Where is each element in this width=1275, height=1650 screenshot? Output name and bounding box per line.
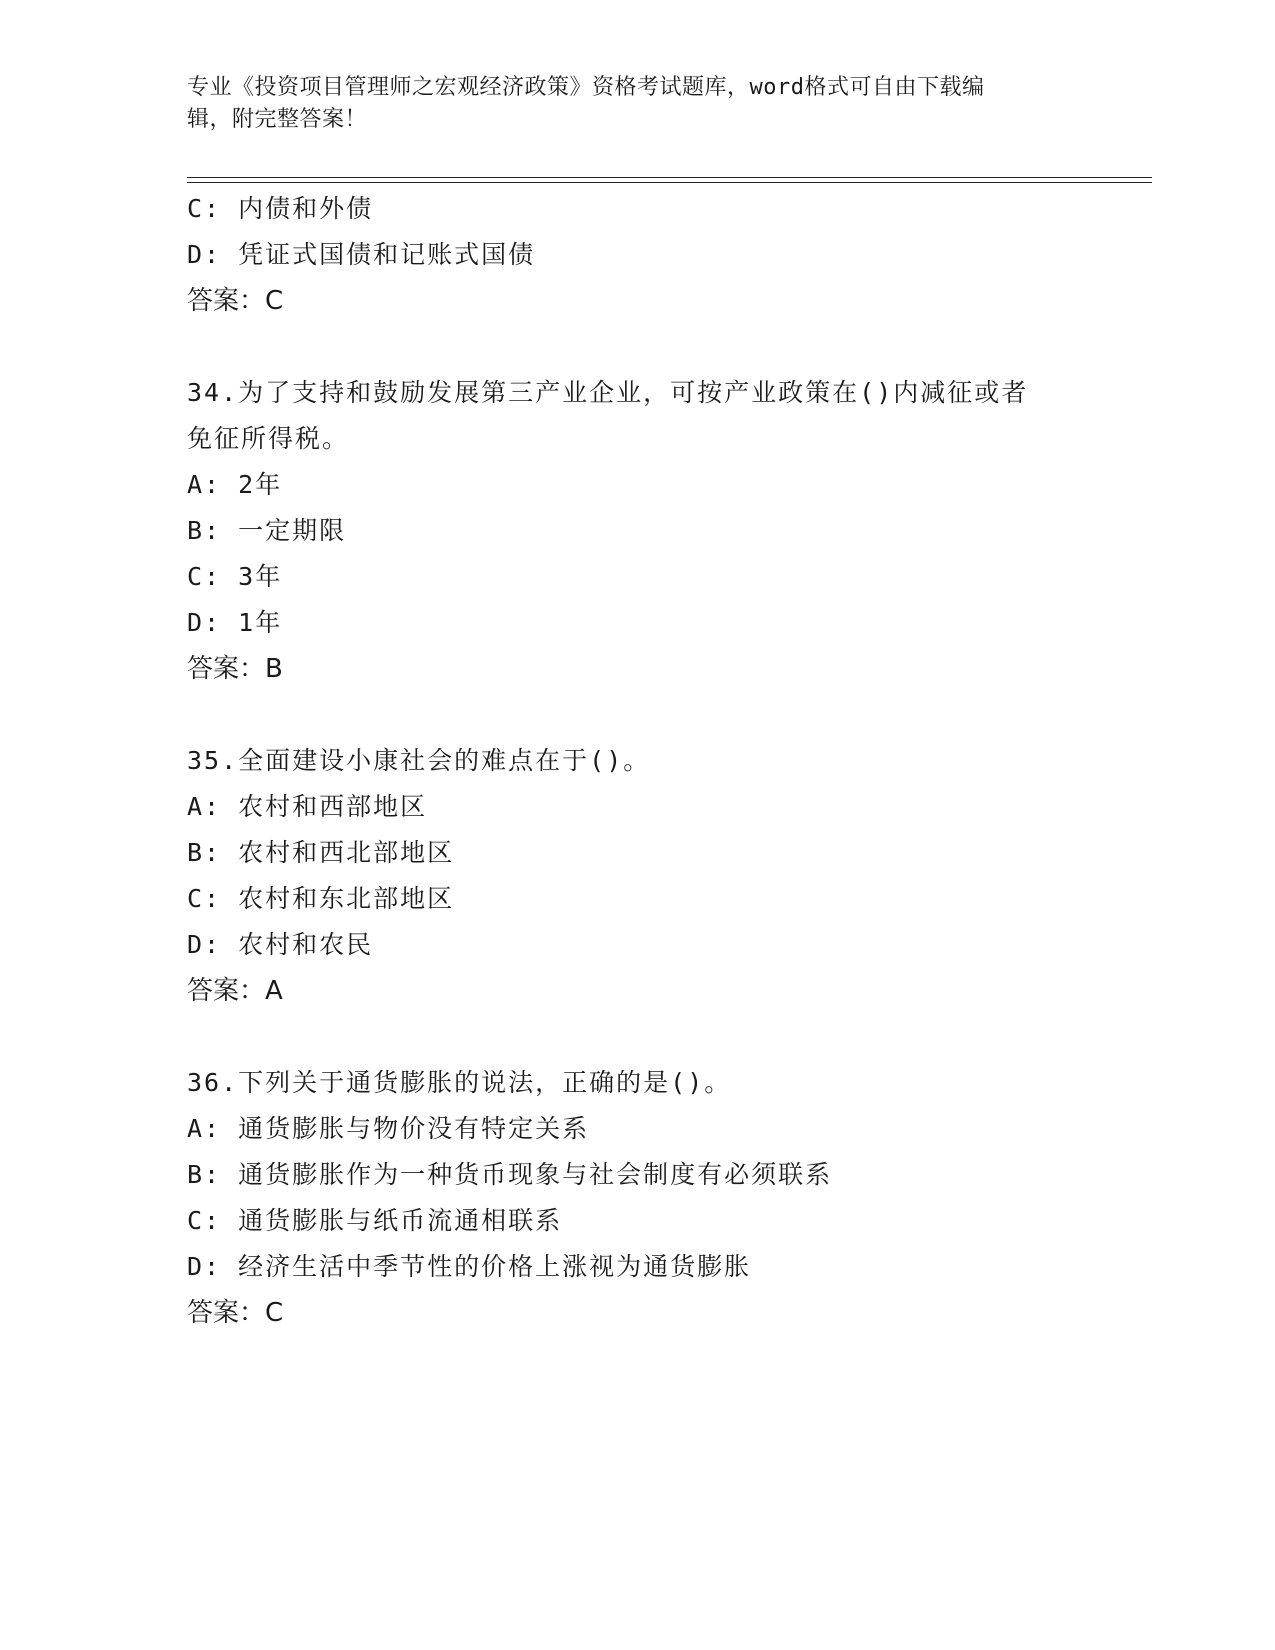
question-34 <box>187 370 1087 692</box>
option-c: C: 3年 <box>187 562 283 591</box>
header-divider-bottom <box>187 182 1152 183</box>
answer-line: 答案：B <box>187 654 283 684</box>
option-d: D: 1年 <box>187 608 283 637</box>
option-a: A: 2年 <box>187 470 283 499</box>
option-d: D: 经济生活中季节性的价格上涨视为通货膨胀 <box>187 1252 752 1281</box>
option-c: C: 农村和东北部地区 <box>187 884 455 913</box>
answer-line: 答案：A <box>187 976 283 1006</box>
question-stem-line-1: 35.全面建设小康社会的难点在于()。 <box>187 746 651 775</box>
answer-line: 答案：C <box>187 1298 284 1328</box>
question-36 <box>187 1060 1087 1336</box>
question-stem-line-1: 34.为了支持和鼓励发展第三产业企业，可按产业政策在()内减征或者 <box>187 378 1029 407</box>
document-body <box>187 186 1087 1382</box>
option-c: C: 内债和外债 <box>187 194 374 223</box>
option-c: C: 通货膨胀与纸币流通相联系 <box>187 1206 563 1235</box>
answer-line: 答案：C <box>187 286 284 316</box>
question-fragment <box>187 186 1087 324</box>
header-divider-top <box>187 177 1152 178</box>
option-a: A: 通货膨胀与物价没有特定关系 <box>187 1114 590 1143</box>
option-b: B: 一定期限 <box>187 516 347 545</box>
option-b: B: 通货膨胀作为一种货币现象与社会制度有必须联系 <box>187 1160 833 1189</box>
option-d: D: 农村和农民 <box>187 930 374 959</box>
question-stem-line-2: 免征所得税。 <box>187 424 350 453</box>
header-line-2: 辑，附完整答案！ <box>187 107 368 132</box>
option-b: B: 农村和西北部地区 <box>187 838 455 867</box>
option-a: A: 农村和西部地区 <box>187 792 428 821</box>
page-header <box>187 72 1067 136</box>
option-d: D: 凭证式国债和记账式国债 <box>187 240 536 269</box>
question-35 <box>187 738 1087 1014</box>
question-stem-line-1: 36.下列关于通货膨胀的说法，正确的是()。 <box>187 1068 732 1097</box>
header-line-1: 专业《投资项目管理师之宏观经济政策》资格考试题库，word格式可自由下载编 <box>187 75 985 100</box>
